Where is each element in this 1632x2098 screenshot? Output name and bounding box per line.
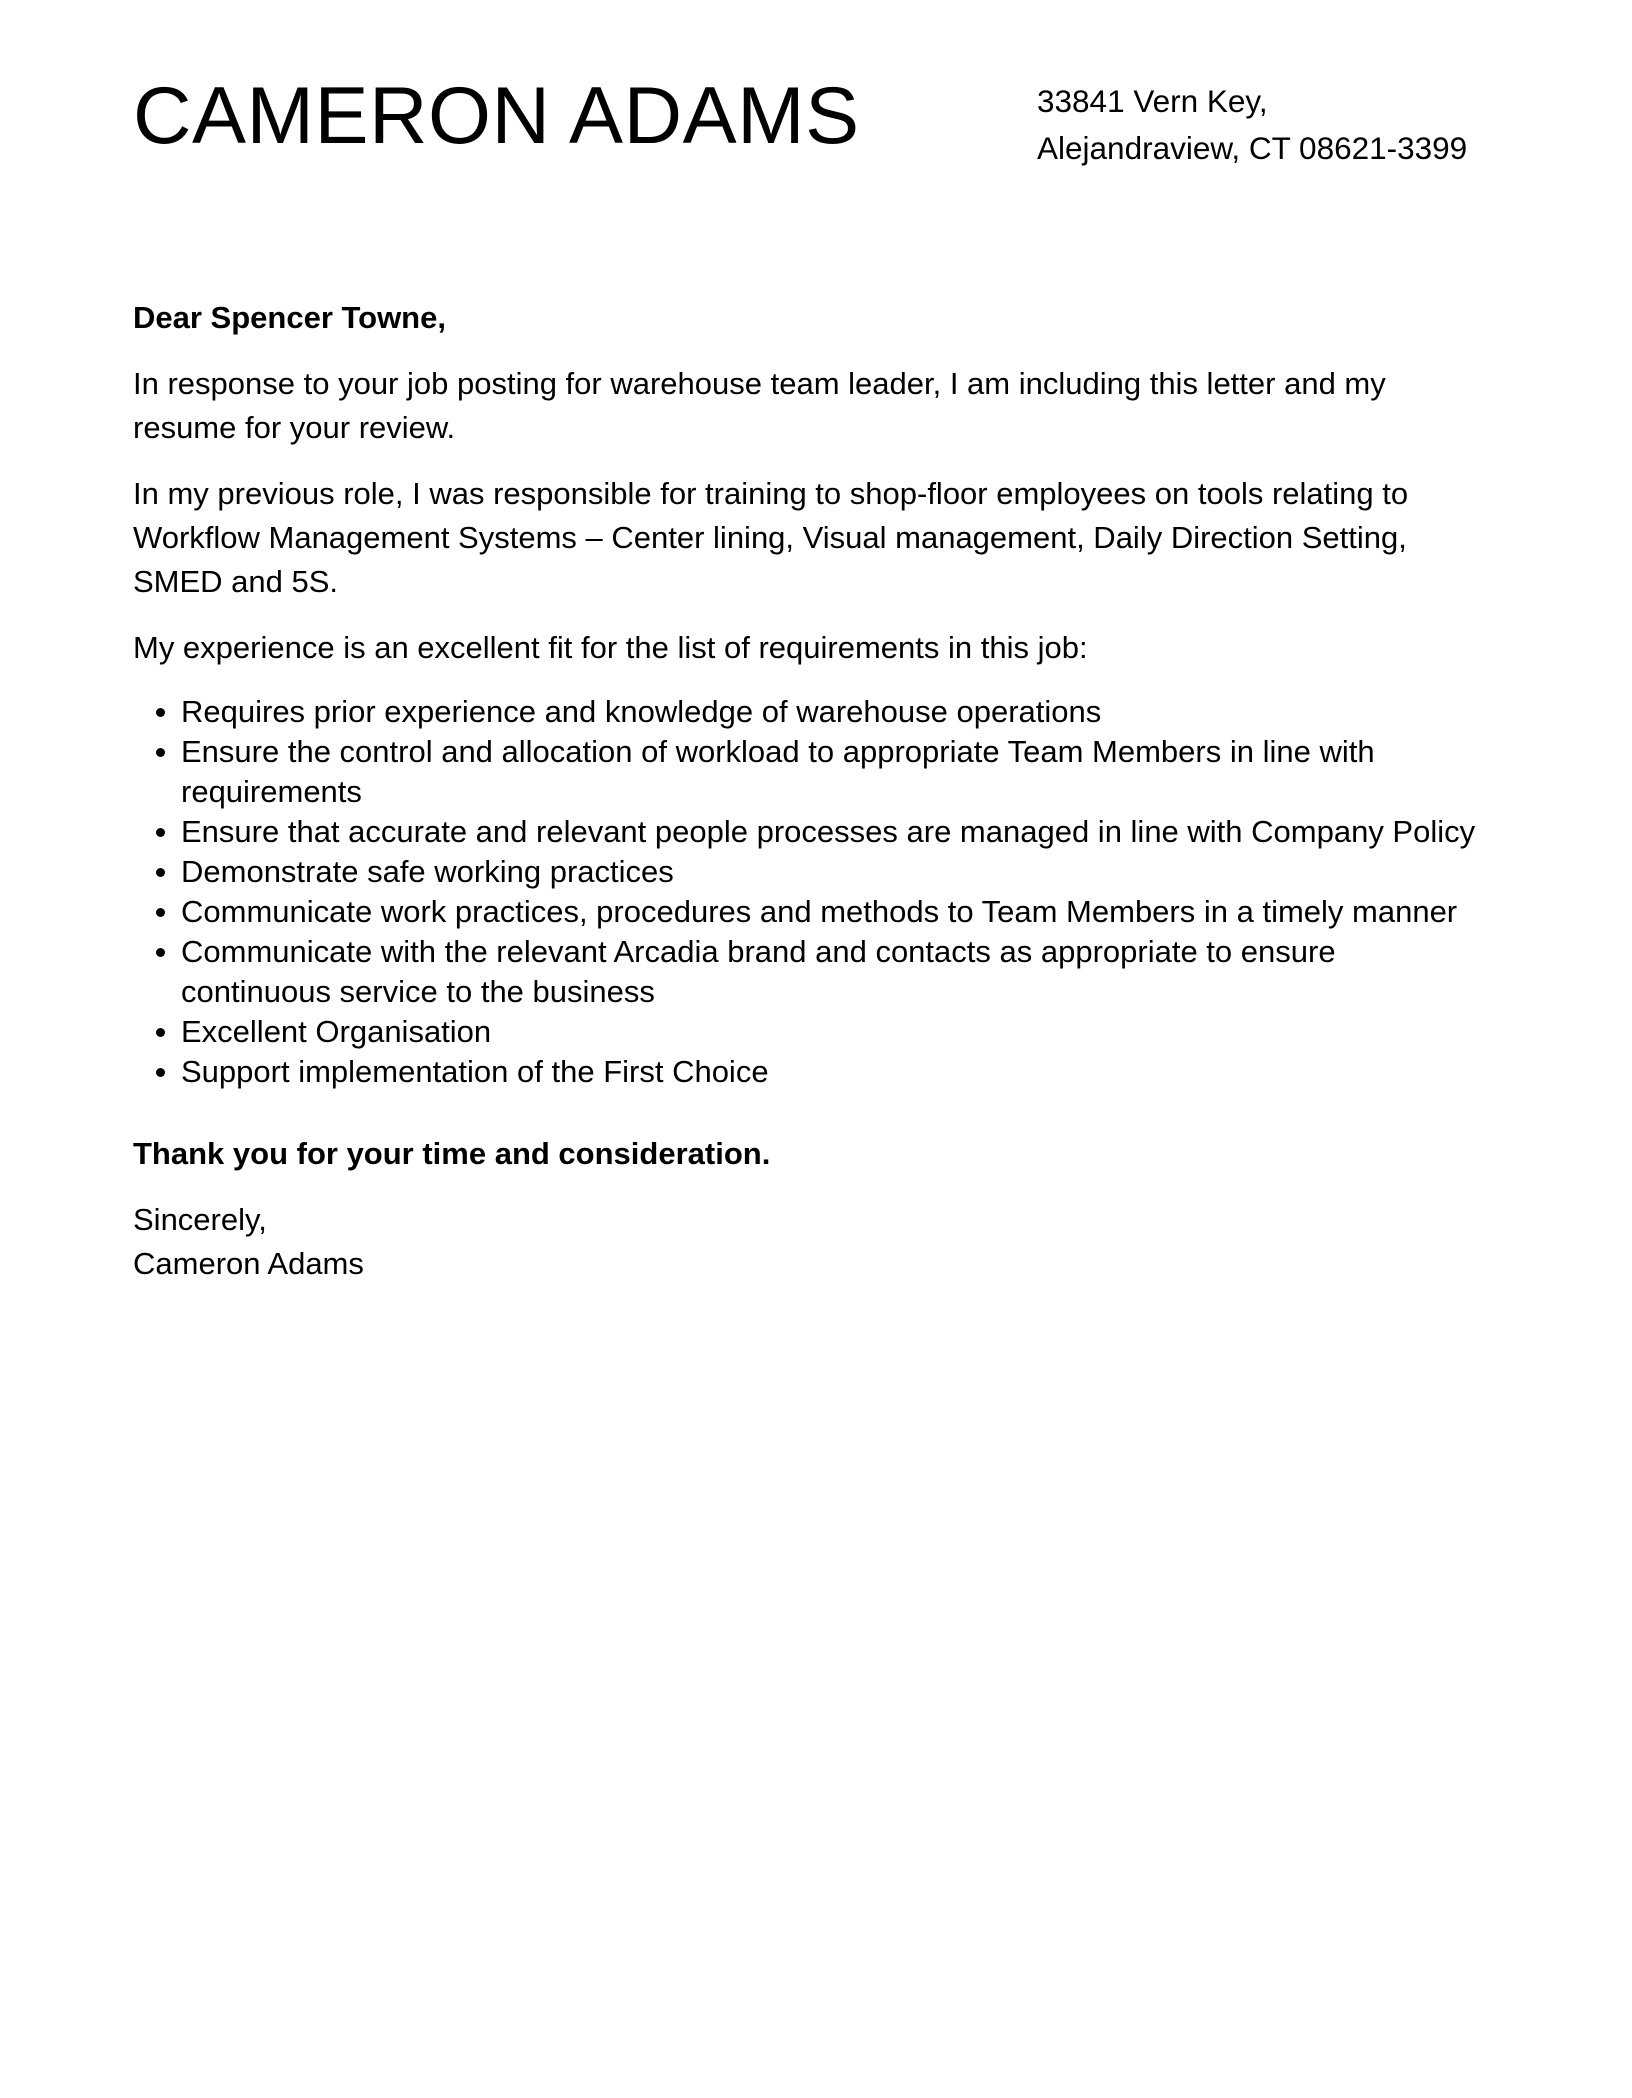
bullet-icon — [156, 1028, 165, 1037]
bullet-icon — [156, 868, 165, 877]
list-item — [133, 932, 1493, 1012]
paragraph-previous-role: In my previous role, I was responsible for training to shop-floor employees on tools relating to Workflow Management Systems – Center lining, Visual management, Daily Direction Setting, SMED and 5S. — [133, 476, 1409, 599]
list-item — [133, 812, 1493, 852]
signer-name: Cameron Adams — [133, 1246, 364, 1281]
requirement-text: Ensure that accurate and relevant people processes are managed in line with Company Policy — [181, 814, 1476, 849]
address-line-2: Alejandraview, CT 08621-3399 — [1037, 130, 1468, 166]
requirement-text: Excellent Organisation — [181, 1014, 492, 1049]
bullet-icon — [156, 828, 165, 837]
bullet-icon — [156, 948, 165, 957]
list-item — [133, 892, 1493, 932]
sender-name: CAMERON ADAMS — [133, 71, 860, 161]
paragraph-intro: In response to your job posting for warehouse team leader, I am including this letter and my resume for your review. — [133, 366, 1386, 445]
bullet-icon — [156, 908, 165, 917]
requirement-text: Communicate work practices, procedures and methods to Team Members in a timely manner — [181, 894, 1458, 929]
requirement-text: Ensure the control and allocation of workload to appropriate Team Members in line with requirements — [181, 734, 1375, 809]
requirement-text: Requires prior experience and knowledge of warehouse operations — [181, 694, 1102, 729]
address-line-1: 33841 Vern Key, — [1037, 83, 1268, 119]
sender-address — [1037, 78, 1467, 172]
requirement-text: Communicate with the relevant Arcadia brand and contacts as appropriate to ensure continuous service to the business — [181, 934, 1336, 1009]
closing-line: Thank you for your time and consideration. — [133, 1136, 771, 1171]
signoff: Sincerely, — [133, 1202, 267, 1237]
requirement-text: Demonstrate safe working practices — [181, 854, 674, 889]
list-item — [133, 692, 1493, 732]
requirement-text: Support implementation of the First Choice — [181, 1054, 769, 1089]
letter-body — [133, 296, 1493, 1286]
list-item — [133, 1052, 1493, 1092]
list-item — [133, 852, 1493, 892]
bullet-icon — [156, 708, 165, 717]
list-item — [133, 732, 1493, 812]
list-item — [133, 1012, 1493, 1052]
bullet-icon — [156, 748, 165, 757]
paragraph-fit: My experience is an excellent fit for the list of requirements in this job: — [133, 630, 1088, 665]
requirements-list — [133, 692, 1493, 1092]
salutation: Dear Spencer Towne, — [133, 300, 446, 335]
bullet-icon — [156, 1068, 165, 1077]
